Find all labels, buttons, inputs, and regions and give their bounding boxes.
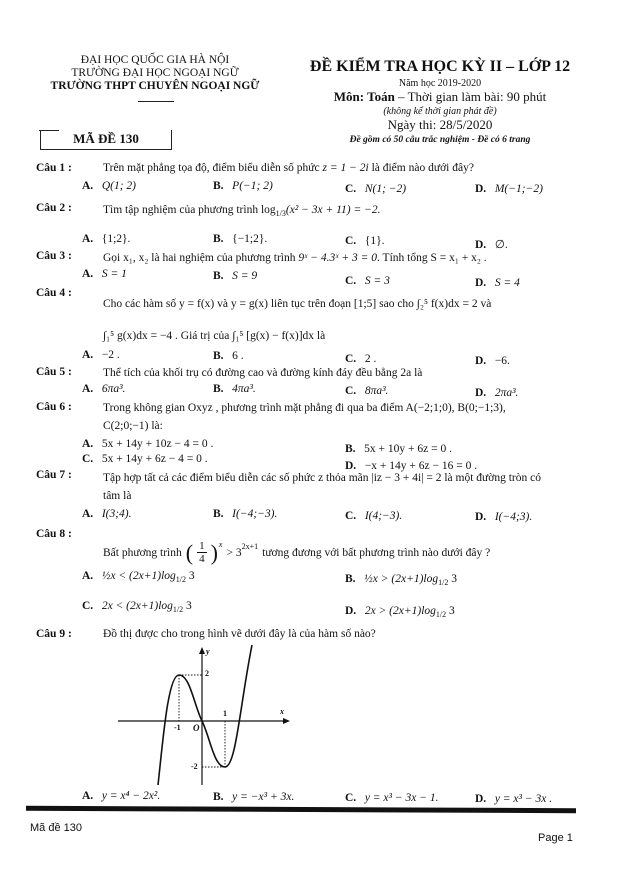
question-9-label: Câu 9 : bbox=[36, 628, 72, 640]
x-axis-arrow-icon bbox=[283, 718, 290, 724]
q8-option-a: A. ½x < $(2x+1)\log_{1/2}$ 3 bbox=[82, 570, 195, 584]
fraction: 1 4 bbox=[199, 540, 205, 565]
question-6-line2: C(2;0;−1) là: bbox=[103, 420, 163, 432]
question-4-line2: ∫₁⁵ g(x)dx = −4 . Giá trị của ∫₁⁵ [g(x) − f(x)]dx là bbox=[103, 330, 326, 342]
subject-line bbox=[290, 89, 590, 105]
y-axis-arrow-icon bbox=[199, 647, 205, 654]
q3-option-d: D. S = 4 bbox=[475, 277, 520, 289]
question-6-label: Câu 6 : bbox=[36, 401, 72, 413]
question-9-text: Đồ thị được cho trong hình vẽ dưới đây là của hàm số nào? bbox=[103, 628, 376, 640]
question-7-label: Câu 7 : bbox=[36, 469, 72, 481]
question-8-text: Bất phương trình ( 1 4 ) x > 3 2x+1 tương đương với bất phương trình nào dưới đây ? bbox=[103, 539, 491, 565]
q9-option-d: D. y = x³ − 3x . bbox=[475, 793, 553, 805]
q8-option-d: D. $2x > (2x+1)\log_{1/2}$ 3 bbox=[345, 605, 455, 619]
header-divider bbox=[138, 101, 174, 102]
q6-option-c: C. 5x + 14y + 6z − 4 = 0 . bbox=[82, 453, 208, 465]
question-1-label: Câu 1 : bbox=[36, 162, 72, 174]
exam-code-box: MÃ ĐỀ 130 bbox=[40, 130, 172, 150]
exam-title: ĐỀ KIỂM TRA HỌC KỲ II – LỚP 12 bbox=[309, 58, 571, 75]
q5-option-b: B. 4πa³. bbox=[213, 383, 256, 395]
q6-option-a: A. 5x + 14y + 10z − 4 = 0 . bbox=[82, 438, 214, 450]
time-note: (không kể thời gian phát đề) bbox=[383, 106, 497, 117]
duration: – Thời gian làm bài: 90 phút bbox=[398, 89, 547, 104]
q4-option-c: C. 2 . bbox=[345, 353, 377, 365]
q9-option-b: B. y = −x³ + 3x. bbox=[213, 791, 295, 803]
question-2-text: Tìm tập nghiệm của phương trình $\log_{1/3}(x^2 - 3x + 11) = -2$. bbox=[103, 204, 381, 218]
question-8-label: Câu 8 : bbox=[36, 528, 72, 540]
question-2-label: Câu 2 : bbox=[36, 202, 72, 214]
school-name: TRƯỜNG THPT CHUYÊN NGOẠI NGỮ bbox=[50, 80, 260, 92]
q1-option-b: B. P(−1; 2) bbox=[213, 180, 273, 192]
q8-option-b: B. ½x > $(2x+1)\log_{1/2}$ 3 bbox=[345, 573, 457, 587]
q5-option-d: D. 2πa³. bbox=[475, 387, 519, 399]
q1-option-a: A. Q(1; 2) bbox=[82, 180, 136, 192]
q2-option-c: C. {1}. bbox=[345, 235, 385, 247]
q7-option-a: A. I(3;4). bbox=[82, 508, 132, 520]
university-name: ĐẠI HỌC QUỐC GIA HÀ NỘI bbox=[80, 54, 230, 66]
question-5-label: Câu 5 : bbox=[36, 366, 72, 378]
q2-option-d: D. ∅. bbox=[475, 239, 508, 251]
footer-page-number: Page 1 bbox=[538, 832, 573, 844]
question-1-text: Trên mặt phẳng tọa độ, điểm biểu diễn số phức z = 1 − 2i là điểm nào dưới đây? bbox=[103, 162, 474, 174]
cubic-function-graph: y x O -1 1 2 -2 bbox=[118, 645, 293, 785]
q3-option-a: A. S = 1 bbox=[82, 268, 127, 280]
question-4-line1: Cho các hàm số y = f(x) và y = g(x) liên tục trên đoạn [1;5] sao cho ∫₂⁵ f(x)dx = 2 và bbox=[103, 298, 492, 310]
q8-option-c: C. $2x < (2x+1)\log_{1/2}$ 3 bbox=[82, 600, 192, 614]
graph-svg bbox=[118, 645, 293, 785]
q9-option-a: A. y = x⁴ − 2x². bbox=[82, 790, 161, 802]
question-3-label: Câu 3 : bbox=[36, 250, 72, 262]
q6-option-b: B. 5x + 10y + 6z = 0 . bbox=[345, 443, 452, 455]
school-year: Năm học 2019-2020 bbox=[398, 78, 482, 89]
curve bbox=[158, 645, 252, 785]
q4-option-d: D. −6. bbox=[475, 355, 510, 367]
question-7-line2: tâm là bbox=[103, 490, 132, 502]
q5-option-a: A. 6πa³. bbox=[82, 383, 126, 395]
exam-date: Ngày thi: 28/5/2020 bbox=[387, 117, 493, 132]
q7-option-b: B. I(−4;−3). bbox=[213, 508, 278, 520]
question-7-line1: Tập hợp tất cả các điểm biểu diễn các số phức z thỏa mãn |iz − 3 + 4i| = 2 là một đường tròn có bbox=[103, 472, 541, 484]
q4-option-a: A. −2 . bbox=[82, 349, 120, 361]
q4-option-b: B. 6 . bbox=[213, 350, 244, 362]
q7-option-c: C. I(4;−3). bbox=[345, 510, 403, 522]
question-4-label: Câu 4 : bbox=[36, 287, 72, 299]
q2-option-b: B. {−1;2}. bbox=[213, 233, 268, 245]
question-3-text: Gọi x₁, x₂ là hai nghiệm của phương trình 9ˣ − 4.3ˣ + 3 = 0. Tính tổng S = x₁ + x₂ . bbox=[103, 252, 487, 264]
q7-option-d: D. I(−4;3). bbox=[475, 511, 533, 523]
question-6-line1: Trong không gian Oxyz , phương trình mặt phẳng đi qua ba điểm A(−2;1;0), B(0;−1;3), bbox=[103, 402, 506, 414]
question-5-text: Thể tích của khối trụ có đường cao và đường kính đáy đều bằng 2a là bbox=[103, 367, 423, 379]
q3-option-b: B. S = 9 bbox=[213, 270, 258, 282]
q9-option-c: C. y = x³ − 3x − 1. bbox=[345, 792, 439, 804]
q2-option-a: A. {1;2}. bbox=[82, 233, 131, 245]
q6-option-d: D. −x + 14y + 6z − 16 = 0 . bbox=[345, 460, 478, 472]
q1-option-d: D. M(−1;−2) bbox=[475, 183, 543, 195]
footer-rule bbox=[26, 806, 576, 813]
footer-exam-code: Mã đề 130 bbox=[30, 822, 82, 834]
q1-option-c: C. N(1; −2) bbox=[345, 183, 407, 195]
faculty-name: TRƯỜNG ĐẠI HỌC NGOẠI NGỮ bbox=[71, 67, 239, 79]
subject: Môn: Toán bbox=[333, 89, 395, 104]
q3-option-c: C. S = 3 bbox=[345, 275, 390, 287]
q5-option-c: C. 8πa³. bbox=[345, 385, 389, 397]
exam-info: Đề gồm có 50 câu trắc nghiệm - Đề có 6 trang bbox=[349, 135, 531, 145]
